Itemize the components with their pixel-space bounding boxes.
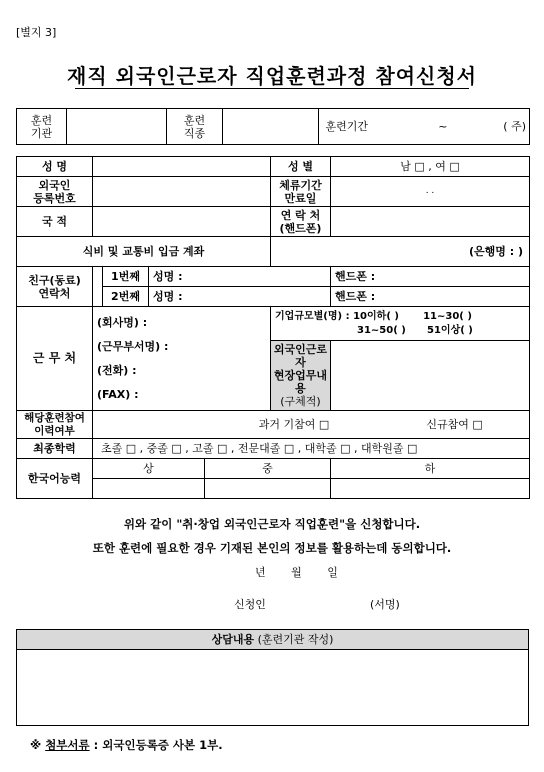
education-label: 최종학력 bbox=[17, 439, 93, 459]
training-history-label: 해당훈련참여 이력여부 bbox=[17, 411, 93, 439]
friend1-name-field[interactable]: 성명 : bbox=[149, 267, 331, 287]
korean-level-mid: 중 bbox=[205, 459, 331, 479]
friend1-phone-field[interactable]: 핸드폰 : bbox=[331, 267, 530, 287]
training-job-field[interactable] bbox=[223, 109, 319, 145]
consultation-header: 상담내용 (훈련기관 작성) bbox=[17, 630, 529, 650]
friend-spacer bbox=[93, 267, 103, 307]
contact-field[interactable] bbox=[331, 207, 530, 237]
company-size-field[interactable]: 기업규모별(명) : 10이하( ) 11~30( ) 31~50( ) 51이상( ) bbox=[271, 307, 530, 341]
nationality-field[interactable] bbox=[93, 207, 271, 237]
friend2-number: 2번째 bbox=[103, 287, 149, 307]
consultation-field[interactable] bbox=[17, 650, 529, 726]
training-period-field[interactable]: ~ ( 주) bbox=[375, 109, 530, 145]
attachment-note: ※ 첨부서류 : 외국인등록증 사본 1부. bbox=[30, 738, 223, 752]
stay-expiry-field[interactable]: . . bbox=[331, 177, 530, 207]
title-text: 재직 외국인근로자 직업훈련과정 참여신청서 bbox=[67, 64, 477, 88]
training-info-table bbox=[16, 108, 530, 145]
form-number-label: [별지 3] bbox=[16, 26, 57, 39]
training-org-label: 훈련 기관 bbox=[17, 109, 67, 145]
name-field[interactable] bbox=[93, 157, 271, 177]
applicant-label: 신청인 bbox=[234, 598, 266, 611]
gender-label: 성 별 bbox=[271, 157, 331, 177]
alien-reg-field[interactable] bbox=[93, 177, 271, 207]
friend-contact-label: 친구(동료) 연락처 bbox=[17, 267, 93, 307]
workplace-label: 근 무 처 bbox=[17, 307, 93, 411]
nationality-label: 국 적 bbox=[17, 207, 93, 237]
declaration-line-1: 위와 같이 "취·창업 외국인근로자 직업훈련"을 신청합니다. bbox=[123, 517, 421, 531]
stay-expiry-label: 체류기간 만료일 bbox=[271, 177, 331, 207]
training-job-label: 훈련 직종 bbox=[167, 109, 223, 145]
friend1-number: 1번째 bbox=[103, 267, 149, 287]
bank-account-label: 식비 및 교통비 입금 계좌 bbox=[17, 237, 271, 267]
bank-account-field[interactable]: (은행명 : ) bbox=[271, 237, 530, 267]
friend2-phone-field[interactable]: 핸드폰 : bbox=[331, 287, 530, 307]
korean-level-low: 하 bbox=[331, 459, 530, 479]
declaration-line-2: 또한 훈련에 필요한 경우 기재된 본인의 정보를 활용하는데 동의합니다. bbox=[92, 541, 452, 555]
korean-high-field[interactable] bbox=[93, 479, 205, 499]
field-duty-field[interactable] bbox=[331, 341, 530, 411]
education-options[interactable]: 초졸 □ , 중졸 □ , 고졸 □ , 전문대졸 □ , 대학졸 □ , 대학원졸 □ bbox=[93, 439, 530, 459]
korean-low-field[interactable] bbox=[331, 479, 530, 499]
page-title bbox=[0, 60, 544, 89]
training-org-field[interactable] bbox=[67, 109, 167, 145]
consultation-table bbox=[16, 629, 529, 726]
workplace-details[interactable]: (회사명) : (근무부서명) : (전화) : (FAX) : bbox=[93, 307, 271, 411]
applicant-info-table bbox=[16, 156, 530, 499]
name-label: 성 명 bbox=[17, 157, 93, 177]
title-underline bbox=[75, 88, 469, 89]
korean-ability-label: 한국어능력 bbox=[17, 459, 93, 499]
korean-level-high: 상 bbox=[93, 459, 205, 479]
alien-reg-label: 외국인 등록번호 bbox=[17, 177, 93, 207]
training-history-options[interactable]: 과거 기참여 □ 신규참여 □ bbox=[93, 411, 530, 439]
friend2-name-field[interactable]: 성명 : bbox=[149, 287, 331, 307]
field-duty-label: 외국인근로자 현장업무내용 (구체적) bbox=[271, 341, 331, 411]
signature-label: (서명) bbox=[370, 598, 400, 611]
training-period-label: 훈련기간 bbox=[319, 109, 375, 145]
gender-options[interactable]: 남 □ , 여 □ bbox=[331, 157, 530, 177]
korean-mid-field[interactable] bbox=[205, 479, 331, 499]
contact-label: 연 락 처 (핸드폰) bbox=[271, 207, 331, 237]
date-line: 년 월 일 bbox=[255, 566, 338, 579]
